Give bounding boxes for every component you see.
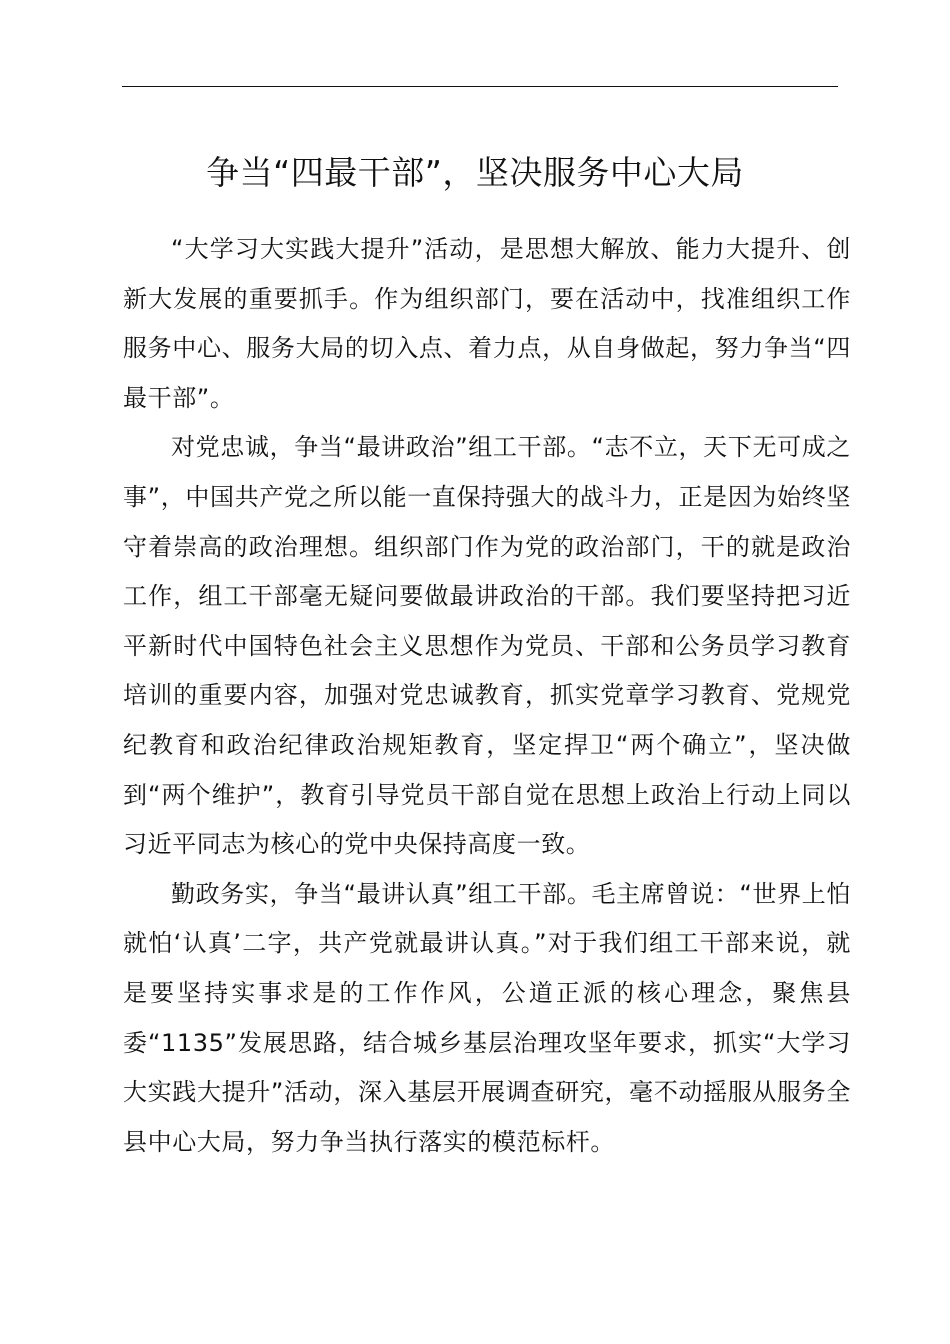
document-title: 争当“四最干部”，坚决服务中心大局 — [206, 153, 744, 192]
document-body — [123, 225, 851, 1167]
paragraph-loyalty: 对党忠诚，争当“最讲政治”组工干部。“志不立，天下无可成之事”，中国共产党之所以能一直保持强大的战斗力，正是因为始终坚守着崇高的政治理想。组织部门作为党的政治部门，干的就是政治工作，组工干部毫无疑问要做最讲政治的干部。我们要坚持把习近平新时代中国特色社会主义思想作为党员、干部和公务员学习教育培训的重要内容，加强对党忠诚教育，抓实党章学习教育、党规党纪教育和政治纪律政治规矩教育，坚定捍卫“两个确立”，坚决做到“两个维护”，教育引导党员干部自觉在思想上政治上行动上同以习近平同志为核心的党中央保持高度一致。 — [123, 433, 851, 859]
header-rule — [122, 86, 838, 87]
paragraph-intro: “大学习大实践大提升”活动，是思想大解放、能力大提升、创新大发展的重要抓手。作为组织部门，要在活动中，找准组织工作服务中心、服务大局的切入点、着力点，从自身做起，努力争当“四最干部”。 — [123, 235, 851, 412]
paragraph-diligence: 勤政务实，争当“最讲认真”组工干部。毛主席曾说：“世界上怕就怕‘认真’二字，共产党就最讲认真。”对于我们组工干部来说，就是要坚持实事求是的工作作风，公道正派的核心理念，聚焦县委“1135”发展思路，结合城乡基层治理攻坚年要求，抓实“大学习大实践大提升”活动，深入基层开展调查研究，毫不动摇服从服务全县中心大局，努力争当执行落实的模范标杆。 — [123, 879, 851, 1156]
